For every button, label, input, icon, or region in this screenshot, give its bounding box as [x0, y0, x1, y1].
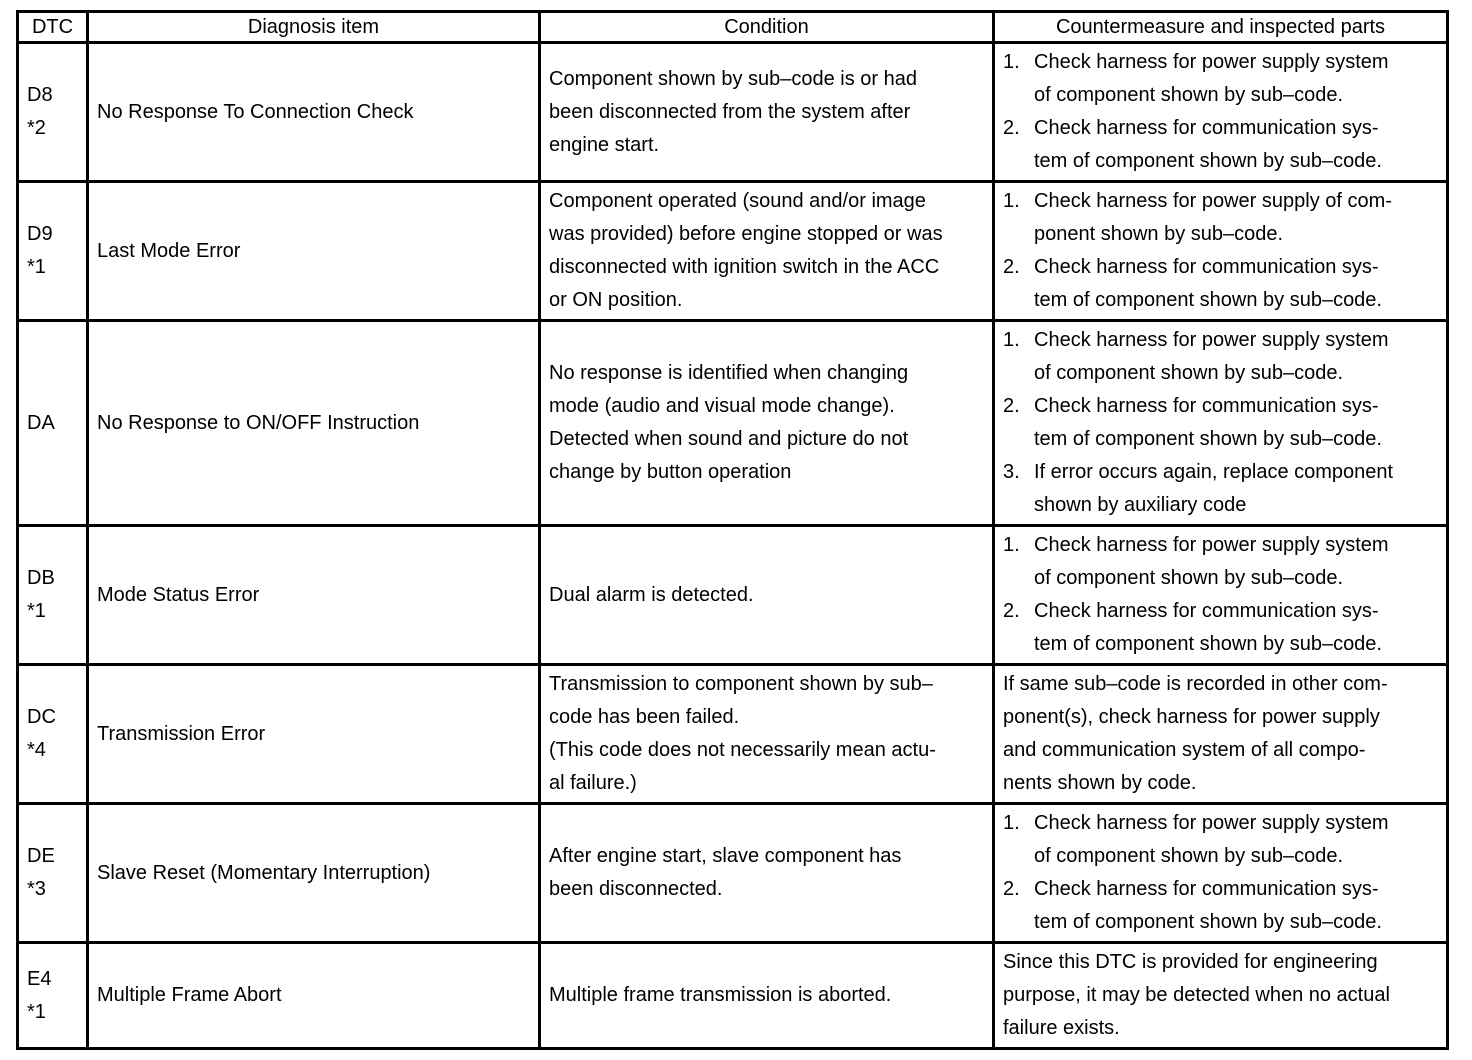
diagnosis-item-cell: Transmission Error	[88, 665, 540, 804]
step-line: Check harness for power supply system	[1034, 812, 1389, 834]
countermeasure-step	[1003, 324, 1438, 390]
countermeasure-list	[1003, 185, 1438, 317]
condition-cell	[540, 943, 994, 1049]
header-countermeasure: Countermeasure and inspected parts	[994, 12, 1448, 43]
condition-line: was provided) before engine stopped or was	[549, 223, 943, 245]
dtc-cell	[18, 943, 88, 1049]
dtc-cell	[18, 526, 88, 665]
countermeasure-line: and communication system of all compo-	[1003, 739, 1366, 761]
countermeasure-step	[1003, 873, 1438, 939]
condition-cell	[540, 665, 994, 804]
step-line: tem of component shown by sub–code.	[1034, 428, 1382, 450]
step-line: Check harness for power supply of com-	[1034, 190, 1392, 212]
step-line: tem of component shown by sub–code.	[1034, 633, 1382, 655]
countermeasure-step	[1003, 529, 1438, 595]
dtc-code: D8	[27, 84, 53, 106]
table-row	[18, 182, 1448, 321]
dtc-note: *3	[27, 878, 46, 900]
dtc-code: DC	[27, 706, 56, 728]
countermeasure-cell	[994, 943, 1448, 1049]
step-line: Check harness for communication sys-	[1034, 117, 1379, 139]
condition-line: (This code does not necessarily mean actu-	[549, 739, 936, 761]
table-body	[18, 43, 1448, 1049]
condition-cell	[540, 182, 994, 321]
countermeasure-step	[1003, 595, 1438, 661]
countermeasure-line: If same sub–code is recorded in other com-	[1003, 673, 1388, 695]
condition-line: Dual alarm is detected.	[549, 583, 754, 606]
step-line: Check harness for power supply system	[1034, 51, 1389, 73]
header-row	[18, 12, 1448, 43]
step-line: Check harness for communication sys-	[1034, 878, 1379, 900]
countermeasure-step	[1003, 456, 1438, 522]
countermeasure-cell	[994, 804, 1448, 943]
countermeasure-step	[1003, 46, 1438, 112]
table-row	[18, 43, 1448, 182]
dtc-note: *4	[27, 739, 46, 761]
condition-cell	[540, 526, 994, 665]
diagnosis-item-cell: Multiple Frame Abort	[88, 943, 540, 1049]
condition-line: No response is identified when changing	[549, 362, 909, 384]
condition-line: Transmission to component shown by sub–	[549, 673, 933, 695]
countermeasure-line: nents shown by code.	[1003, 772, 1197, 794]
dtc-cell	[18, 182, 88, 321]
step-number: 2.	[1003, 878, 1020, 900]
condition-cell	[540, 804, 994, 943]
condition-line: or ON position.	[549, 289, 683, 311]
dtc-code: D9	[27, 223, 53, 245]
condition-line: disconnected with ignition switch in the ACC	[549, 256, 940, 278]
diagnosis-item-cell: No Response to ON/OFF Instruction	[88, 321, 540, 526]
dtc-table	[16, 10, 1449, 1050]
header-condition: Condition	[540, 12, 994, 43]
countermeasure-cell	[994, 43, 1448, 182]
countermeasure-cell	[994, 321, 1448, 526]
condition-cell	[540, 321, 994, 526]
dtc-code: DE	[27, 845, 55, 867]
countermeasure-step	[1003, 185, 1438, 251]
step-line: of component shown by sub–code.	[1034, 567, 1344, 589]
dtc-cell	[18, 804, 88, 943]
condition-line: Multiple frame transmission is aborted.	[549, 984, 892, 1006]
step-number: 1.	[1003, 812, 1020, 834]
dtc-note: *2	[27, 117, 46, 139]
step-number: 2.	[1003, 117, 1020, 139]
countermeasure-step	[1003, 390, 1438, 456]
table-row	[18, 321, 1448, 526]
condition-line: engine start.	[549, 133, 660, 156]
diagnosis-item-cell: No Response To Connection Check	[88, 43, 540, 182]
countermeasure-list	[1003, 324, 1438, 522]
condition-line: Component operated (sound and/or image	[549, 190, 926, 212]
table-row	[18, 665, 1448, 804]
step-line: Check harness for power supply system	[1034, 329, 1389, 351]
countermeasure-step	[1003, 807, 1438, 873]
countermeasure-line: Since this DTC is provided for engineering	[1003, 951, 1378, 973]
header-diagnosis-item: Diagnosis item	[88, 12, 540, 43]
countermeasure-cell	[994, 665, 1448, 804]
condition-line: al failure.)	[549, 772, 637, 794]
dtc-cell	[18, 321, 88, 526]
dtc-code: DA	[27, 411, 55, 434]
condition-line: Detected when sound and picture do not	[549, 428, 909, 450]
countermeasure-list	[1003, 529, 1438, 661]
step-line: of component shown by sub–code.	[1034, 84, 1344, 106]
step-line: tem of component shown by sub–code.	[1034, 911, 1382, 933]
step-line: ponent shown by sub–code.	[1034, 223, 1284, 245]
countermeasure-list	[1003, 46, 1438, 178]
condition-line: been disconnected.	[549, 878, 723, 900]
condition-line: After engine start, slave component has	[549, 845, 902, 867]
countermeasure-line: failure exists.	[1003, 1017, 1120, 1039]
table-row	[18, 804, 1448, 943]
dtc-cell	[18, 665, 88, 804]
step-number: 1.	[1003, 329, 1020, 351]
step-number: 1.	[1003, 190, 1020, 212]
step-line: of component shown by sub–code.	[1034, 362, 1344, 384]
dtc-code: E4	[27, 967, 52, 990]
condition-line: change by button operation	[549, 461, 792, 483]
dtc-note: *1	[27, 256, 46, 278]
step-number: 2.	[1003, 256, 1020, 278]
step-line: Check harness for power supply system	[1034, 534, 1389, 556]
table-row	[18, 526, 1448, 665]
diagnosis-item-cell: Mode Status Error	[88, 526, 540, 665]
step-line: Check harness for communication sys-	[1034, 256, 1379, 278]
dtc-note: *1	[27, 1000, 46, 1023]
dtc-note: *1	[27, 600, 46, 622]
header-dtc: DTC	[18, 12, 88, 43]
countermeasure-line: purpose, it may be detected when no actual	[1003, 984, 1390, 1006]
condition-line: been disconnected from the system after	[549, 100, 911, 123]
condition-line: Component shown by sub–code is or had	[549, 67, 918, 90]
table-row	[18, 943, 1448, 1049]
dtc-code: DB	[27, 567, 55, 589]
step-line: shown by auxiliary code	[1034, 494, 1247, 516]
dtc-cell	[18, 43, 88, 182]
step-line: Check harness for communication sys-	[1034, 395, 1379, 417]
countermeasure-list	[1003, 807, 1438, 939]
step-number: 1.	[1003, 534, 1020, 556]
step-number: 2.	[1003, 395, 1020, 417]
countermeasure-cell	[994, 526, 1448, 665]
countermeasure-cell	[994, 182, 1448, 321]
countermeasure-step	[1003, 112, 1438, 178]
countermeasure-step	[1003, 251, 1438, 317]
diagnosis-item-cell: Last Mode Error	[88, 182, 540, 321]
diagnosis-item-cell: Slave Reset (Momentary Interruption)	[88, 804, 540, 943]
countermeasure-line: ponent(s), check harness for power supply	[1003, 706, 1380, 728]
condition-cell	[540, 43, 994, 182]
step-number: 2.	[1003, 600, 1020, 622]
step-line: Check harness for communication sys-	[1034, 600, 1379, 622]
step-number: 3.	[1003, 461, 1020, 483]
condition-line: mode (audio and visual mode change).	[549, 395, 895, 417]
step-line: If error occurs again, replace component	[1034, 461, 1394, 483]
step-line: tem of component shown by sub–code.	[1034, 289, 1382, 311]
step-line: tem of component shown by sub–code.	[1034, 150, 1382, 172]
step-line: of component shown by sub–code.	[1034, 845, 1344, 867]
step-number: 1.	[1003, 51, 1020, 73]
condition-line: code has been failed.	[549, 706, 740, 728]
